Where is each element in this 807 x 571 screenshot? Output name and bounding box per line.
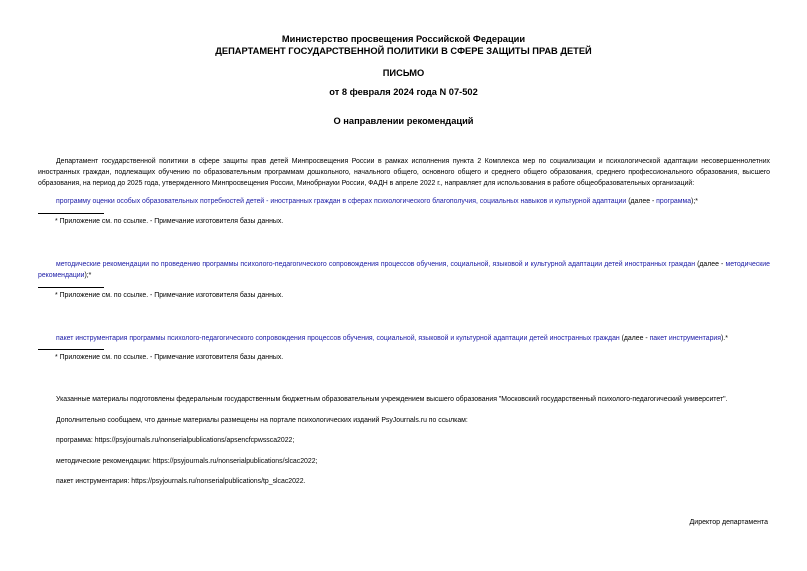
- item-suffix: (далее -: [695, 261, 726, 268]
- program-link[interactable]: программу оценки особых образовательных потребностей детей - иностранных граждан в сферах психологического благополучия, социальных навыков и культурной адаптации: [56, 198, 627, 205]
- list-item-toolkit: [38, 333, 770, 344]
- item-suffix: (далее -: [626, 198, 657, 205]
- footnote-divider: [38, 287, 104, 288]
- program-short-link[interactable]: программа: [656, 198, 692, 205]
- list-item-program: [38, 196, 770, 207]
- item-suffix-end: );*: [691, 198, 698, 205]
- department-name: ДЕПАРТАМЕНТ ГОСУДАРСТВЕННОЙ ПОЛИТИКИ В СФЕРЕ ЗАЩИТЫ ПРАВ ДЕТЕЙ: [215, 46, 592, 56]
- materials-origin-text: Указанные материалы подготовлены федеральным государственным бюджетным образовательным учреждением высшего образования "Московский государственный психолого-педагогический университет".: [56, 396, 728, 403]
- ministry-name: Министерство просвещения Российской Федерации: [281, 34, 526, 44]
- footnote-divider: [38, 349, 104, 350]
- item-suffix-end: ).*: [720, 335, 728, 342]
- signature-title: Директор департамента: [689, 519, 768, 526]
- program-url-line: программа: https://psyjournals.ru/nonserialpublications/apsencfcpwssca2022;: [56, 437, 295, 444]
- document-type: ПИСЬМО: [382, 68, 425, 78]
- item-suffix: (далее -: [619, 335, 650, 342]
- recommendations-url-line: методические рекомендации: https://psyjournals.ru/nonserialpublications/slcac2022;: [56, 458, 318, 465]
- footnote: * Приложение см. по ссылке. - Примечание изготовителя базы данных.: [55, 354, 284, 361]
- toolkit-url-line: пакет инструментария: https://psyjournals.ru/nonserialpublications/tp_slcac2022.: [56, 478, 306, 485]
- list-item-method-recommendations: [38, 259, 770, 281]
- materials-location-text: Дополнительно сообщаем, что данные материалы размещены на портале психологических изданий PsyJournals.ru по ссылкам:: [56, 417, 468, 424]
- document-date-number: от 8 февраля 2024 года N 07-502: [329, 87, 478, 97]
- toolkit-link[interactable]: пакет инструментария программы психолого-педагогического сопровождения процессов обучения, социальной, языковой и культурной адаптации детей иностранных граждан: [56, 335, 620, 342]
- footnote: * Приложение см. по ссылке. - Примечание изготовителя базы данных.: [55, 292, 284, 299]
- footnote: * Приложение см. по ссылке. - Примечание изготовителя базы данных.: [55, 218, 284, 225]
- document-subject: О направлении рекомендаций: [333, 116, 474, 126]
- footnote-divider: [38, 213, 104, 214]
- method-recommendations-link[interactable]: методические рекомендации по проведению программы психолого-педагогического сопровождения процессов обучения, социальной, языковой и культурной адаптации детей иностранных граждан: [56, 261, 695, 268]
- intro-paragraph: Департамент государственной политики в сфере защиты прав детей Минпросвещения России в рамках исполнения пункта 2 Комплекса мер по социализации и психологической адаптации несовершеннолетних иностранных граждан, подлежащих обучению по образовательным программам дошкольного, начального общего, основного общего и среднего общего образования, среднего профессионального образования, высшего образования, на период до 2025 года, утвержденного Минпросвещения России, Минобрнауки России, ФАДН в апреле 2022 г., направляет для использования в работе общеобразовательных организаций:: [38, 158, 770, 187]
- toolkit-short-link[interactable]: пакет инструментария: [649, 335, 721, 342]
- method-recommendations-short-link[interactable]: методические рекомендации: [38, 261, 770, 279]
- item-suffix-end: );*: [84, 272, 92, 279]
